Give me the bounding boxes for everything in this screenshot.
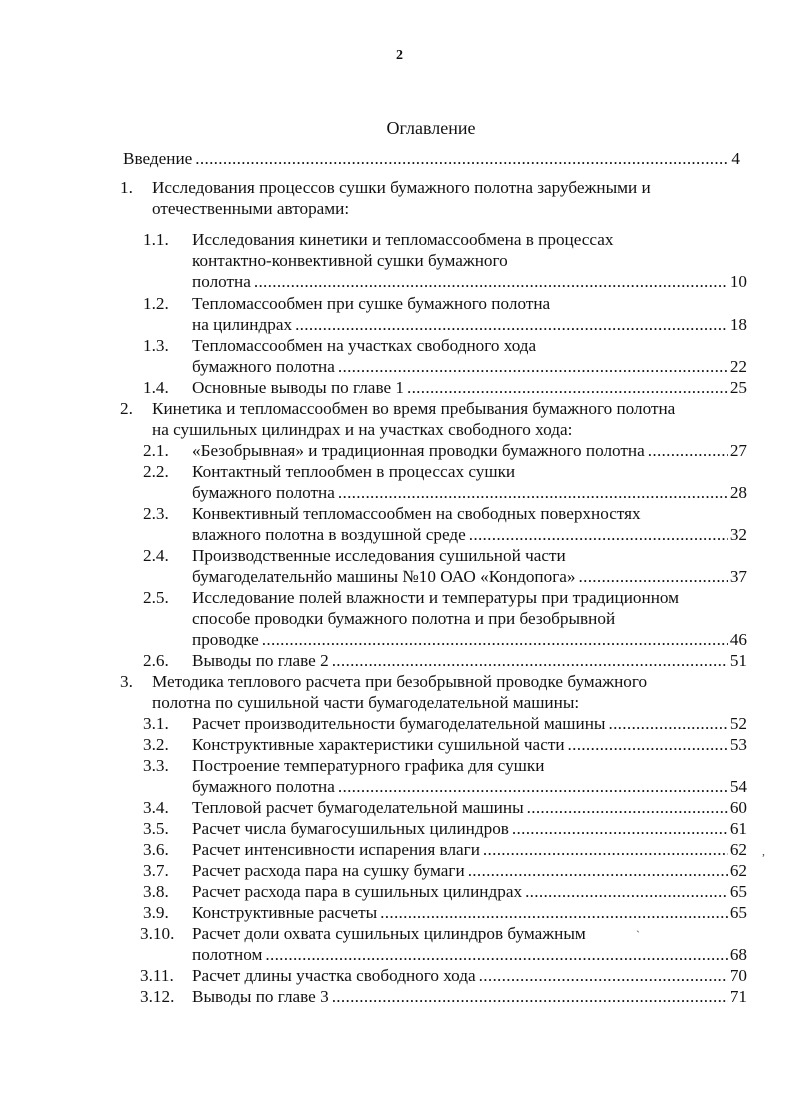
toc-entry [192,524,747,545]
toc-entry-text: Выводы по главе 3 [192,987,329,1006]
section-number: 3.10. [140,924,175,943]
toc-entry-text: Основные выводы по главе 1 [192,378,404,397]
dot-leader [380,902,728,923]
dot-leader [648,440,728,461]
toc-entry [192,271,747,292]
section-number: 1.2. [143,294,169,313]
section-number: 3.11. [140,966,174,985]
section-number: 2.4. [143,546,169,565]
section-number: 2.2. [143,462,169,481]
section-title-line: контактно-конвективной сушки бумажного [192,251,508,270]
toc-entry [192,944,747,965]
section-number: 3.7. [143,861,169,880]
dot-leader [262,629,728,650]
toc-entry [192,356,747,377]
toc-entry [192,713,747,734]
toc-page-number: 52 [729,714,747,733]
section-number: 3.5. [143,819,169,838]
toc-entry [192,650,747,671]
section-title-line: Тепломассообмен при сушке бумажного полотна [192,294,551,313]
toc-page-number: 65 [729,903,747,922]
dot-leader [608,713,727,734]
section-number: 3.12. [140,987,175,1006]
toc-entry [192,986,747,1007]
dot-leader [195,148,729,169]
section-number: 3.2. [143,735,169,754]
toc-entry-text: Конструктивные расчеты [192,903,378,922]
dot-leader [568,734,728,755]
toc-page-number: 65 [729,882,747,901]
toc-page-number: 37 [729,567,747,586]
toc-entry-text: бумажного полотна [192,777,335,796]
toc-page-number: 32 [729,525,747,544]
section-number: 3.3. [143,756,169,775]
scan-speck: , [762,844,765,858]
toc-page-number: 54 [729,777,747,796]
toc-entry [192,629,747,650]
dot-leader [525,881,728,902]
toc-entry [192,797,747,818]
toc-entry-text: Конструктивные характеристики сушильной части [192,735,565,754]
toc-entry-text: бумажного полотна [192,483,335,502]
dot-leader [265,944,727,965]
section-number: 1.3. [143,336,169,355]
toc-entry [192,818,747,839]
dot-leader [338,776,728,797]
toc-page-number: 18 [729,315,747,334]
section-title-line: Построение температурного графика для сушки [192,756,545,775]
chapter-number: 3. [120,672,133,691]
toc-entry-text: бумажного полотна [192,357,335,376]
toc-page-number: 25 [729,378,747,397]
toc-entry-text: Выводы по главе 2 [192,651,329,670]
toc-page-number: 4 [731,149,740,168]
dot-leader [407,377,728,398]
section-number: 1.4. [143,378,169,397]
chapter-title-line: на сушильных цилиндрах и на участках свободного хода: [152,420,573,439]
chapter-title-line: отечественными авторами: [152,199,350,218]
toc-entry-text: Введение [123,149,193,168]
dot-leader [338,482,728,503]
section-number: 2.1. [143,441,169,460]
section-number: 3.9. [143,903,169,922]
chapter-number: 2. [120,399,133,418]
toc-page-number: 10 [729,272,747,291]
section-number: 3.1. [143,714,169,733]
toc-entry [192,440,747,461]
chapter-number: 1. [120,178,133,197]
section-title-line: Тепломассообмен на участках свободного хода [192,336,537,355]
toc-entry-text: Расчет расхода пара на сушку бумаги [192,861,465,880]
toc-entry-text: Расчет интенсивности испарения влаги [192,840,480,859]
section-title-line: Производственные исследования сушильной части [192,546,566,565]
section-number: 3.4. [143,798,169,817]
toc-page-number: 46 [729,630,747,649]
toc-page-number: 60 [729,798,747,817]
toc-entry-intro [123,148,740,169]
toc-page-number: 53 [729,735,747,754]
section-title-line: способе проводки бумажного полотна и при безобрывной [192,609,616,628]
toc-entry-text: Расчет производительности бумагоделательной машины [192,714,606,733]
dot-leader [479,965,728,986]
section-title-line: Исследования кинетики и тепломассообмена в процессах [192,230,614,249]
dot-leader [579,566,728,587]
section-number: 3.8. [143,882,169,901]
toc-entry [192,314,747,335]
toc-page-number: 68 [729,945,747,964]
dot-leader [254,271,728,292]
toc-entry [192,566,747,587]
dot-leader [332,650,728,671]
chapter-title-line: Кинетика и тепломассообмен во время пребывания бумажного полотна [152,399,676,418]
section-title-line: Расчет доли охвата сушильных цилиндров бумажным [192,924,586,943]
toc-page-number: 70 [729,966,747,985]
dot-leader [338,356,728,377]
toc-entry-text: влажного полотна в воздушной среде [192,525,466,544]
section-number: 2.5. [143,588,169,607]
toc-entry-text: «Безобрывная» и традиционная проводки бумажного полотна [192,441,645,460]
scan-speck: ` [636,928,640,942]
dot-leader [512,818,728,839]
toc-entry-text: бумагоделательнйо машины №10 ОАО «Кондопога» [192,567,576,586]
section-number: 3.6. [143,840,169,859]
dot-leader [332,986,728,1007]
dot-leader [295,314,728,335]
toc-entry [192,965,747,986]
dot-leader [483,839,728,860]
toc-entry [192,839,747,860]
dot-leader [527,797,728,818]
section-number: 2.3. [143,504,169,523]
toc-entry [192,482,747,503]
chapter-title-line: полотна по сушильной части бумагоделательной машины: [152,693,580,712]
section-title-line: Исследование полей влажности и температуры при традиционном [192,588,680,607]
page-number: 2 [396,48,403,63]
toc-page-number: 22 [729,357,747,376]
toc-entry-text: Расчет расхода пара в сушильных цилиндрах [192,882,523,901]
toc-entry [192,377,747,398]
toc-entry-text: Тепловой расчет бумагоделательной машины [192,798,524,817]
chapter-title-line: Исследования процессов сушки бумажного полотна зарубежными и [152,178,651,197]
toc-entry-text: на цилиндрах [192,315,293,334]
section-title-line: Контактный теплообмен в процессах сушки [192,462,516,481]
dot-leader [468,860,728,881]
toc-entry-text: полотном [192,945,263,964]
section-title-line: Конвективный тепломассообмен на свободных поверхностях [192,504,641,523]
toc-entry [192,734,747,755]
toc-page-number: 62 [729,861,747,880]
toc-entry-text: проводке [192,630,259,649]
section-number: 1.1. [143,230,169,249]
toc-page-number: 27 [729,441,747,460]
toc-page-number: 61 [729,819,747,838]
toc-title: Оглавление [386,118,476,138]
toc-entry-text: полотна [192,272,251,291]
toc-page-number: 28 [729,483,747,502]
toc-page-number: 71 [729,987,747,1006]
chapter-title-line: Методика теплового расчета при безобрывной проводке бумажного [152,672,648,691]
toc-page-number: 62 [729,840,747,859]
section-number: 2.6. [143,651,169,670]
toc-entry [192,860,747,881]
toc-entry [192,776,747,797]
toc-entry-text: Расчет числа бумагосушильных цилиндров [192,819,509,838]
toc-entry [192,881,747,902]
toc-entry [192,902,747,923]
toc-entry-text: Расчет длины участка свободного хода [192,966,476,985]
dot-leader [469,524,728,545]
toc-page-number: 51 [729,651,747,670]
